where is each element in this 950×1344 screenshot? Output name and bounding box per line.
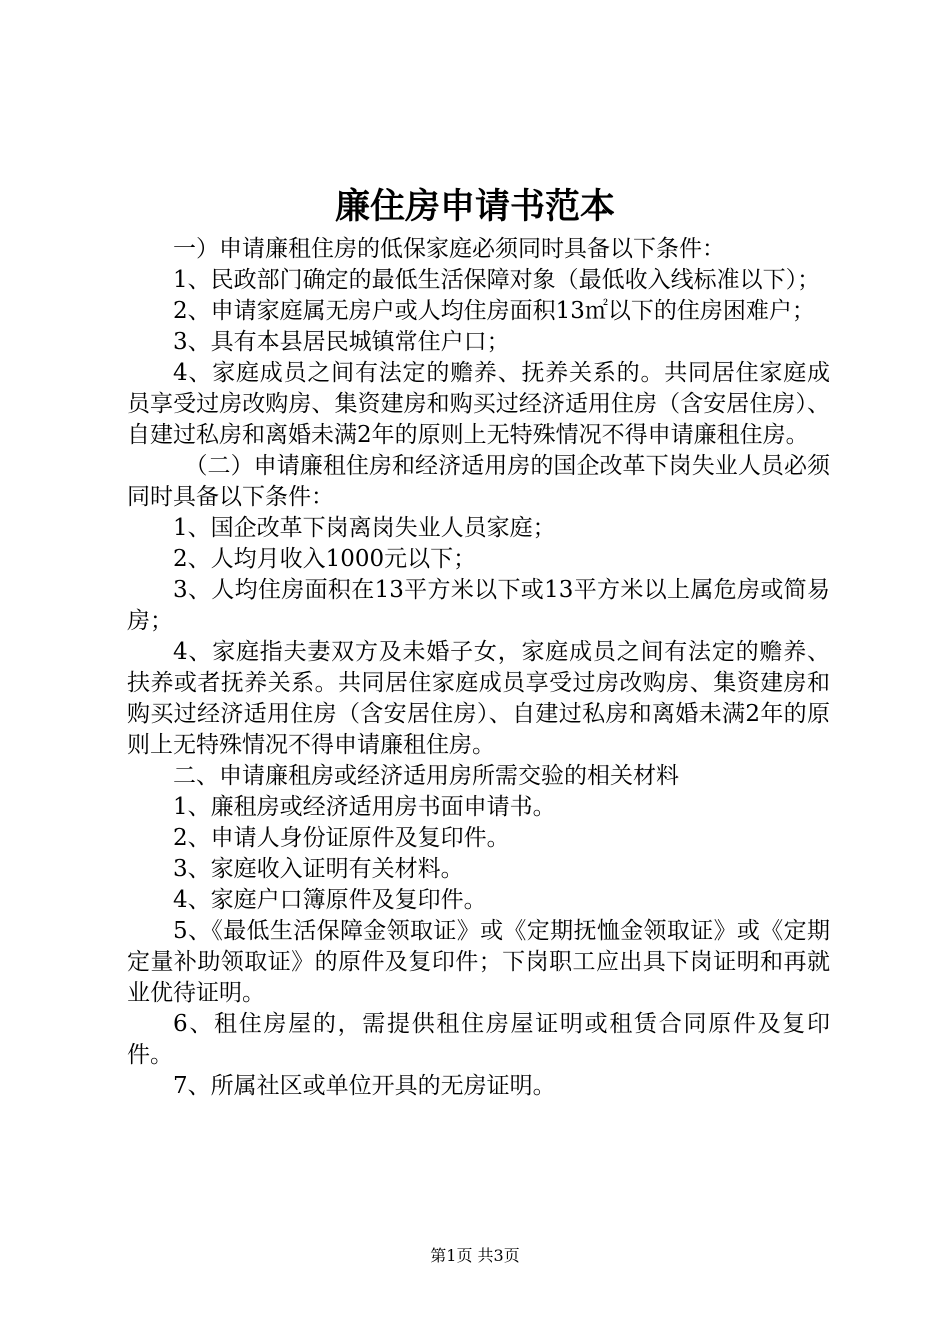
paragraph-item: 1、廉租房或经济适用房书面申请书。 [173, 794, 556, 820]
paragraph-item: 5、《最低生活保障金领取证》或《定期抚恤金领取证》或《定期定量补助领取证》的原件及复印件；下岗职工应出具下岗证明和再就业优待证明。 [127, 918, 830, 1006]
document-body [127, 234, 830, 1102]
paragraph-item: 7、所属社区或单位开具的无房证明。 [173, 1073, 556, 1099]
paragraph-item: 6、租住房屋的，需提供租住房屋证明或租赁合同原件及复印件。 [127, 1011, 830, 1068]
paragraph-section-1-heading: 一）申请廉租住房的低保家庭必须同时具备以下条件： [173, 236, 725, 262]
paragraph-item: 4、家庭户口簿原件及复印件。 [173, 887, 487, 913]
paragraph-item: 4、家庭指夫妻双方及未婚子女，家庭成员之间有法定的赡养、扶养或者抚养关系。共同居住家庭成员享受过房改购房、集资建房和购买过经济适用住房（含安居住房）、自建过私房和离婚未满2年的原则上无特殊情况不得申请廉租住房。 [127, 639, 830, 758]
paragraph-item: 3、具有本县居民城镇常住户口； [173, 329, 510, 355]
page-footer: 第1页 共3页 [430, 1246, 520, 1265]
document-title: 廉住房申请书范本 [334, 186, 615, 227]
paragraph-item: 4、家庭成员之间有法定的赡养、抚养关系的。共同居住家庭成员享受过房改购房、集资建房和购买过经济适用住房（含安居住房）、自建过私房和离婚未满2年的原则上无特殊情况不得申请廉租住房。 [127, 360, 830, 448]
paragraph-item: 2、申请人身份证原件及复印件。 [173, 825, 510, 851]
paragraph-item: 1、民政部门确定的最低生活保障对象（最低收入线标准以下）； [173, 267, 821, 293]
paragraph-item: 1、国企改革下岗离岗失业人员家庭； [173, 515, 556, 541]
paragraph-item: 3、人均住房面积在13平方米以下或13平方米以上属危房或简易房； [127, 577, 830, 634]
paragraph-section-2-heading: （二）申请廉租住房和经济适用房的国企改革下岗失业人员必须同时具备以下条件： [127, 453, 830, 510]
paragraph-section-3-heading: 二、申请廉租房或经济适用房所需交验的相关材料 [173, 763, 679, 789]
paragraph-item: 2、申请家庭属无房户或人均住房面积13㎡以下的住房困难户； [173, 298, 815, 324]
paragraph-item: 2、人均月收入1000元以下； [173, 546, 477, 572]
paragraph-item: 3、家庭收入证明有关材料。 [173, 856, 464, 882]
